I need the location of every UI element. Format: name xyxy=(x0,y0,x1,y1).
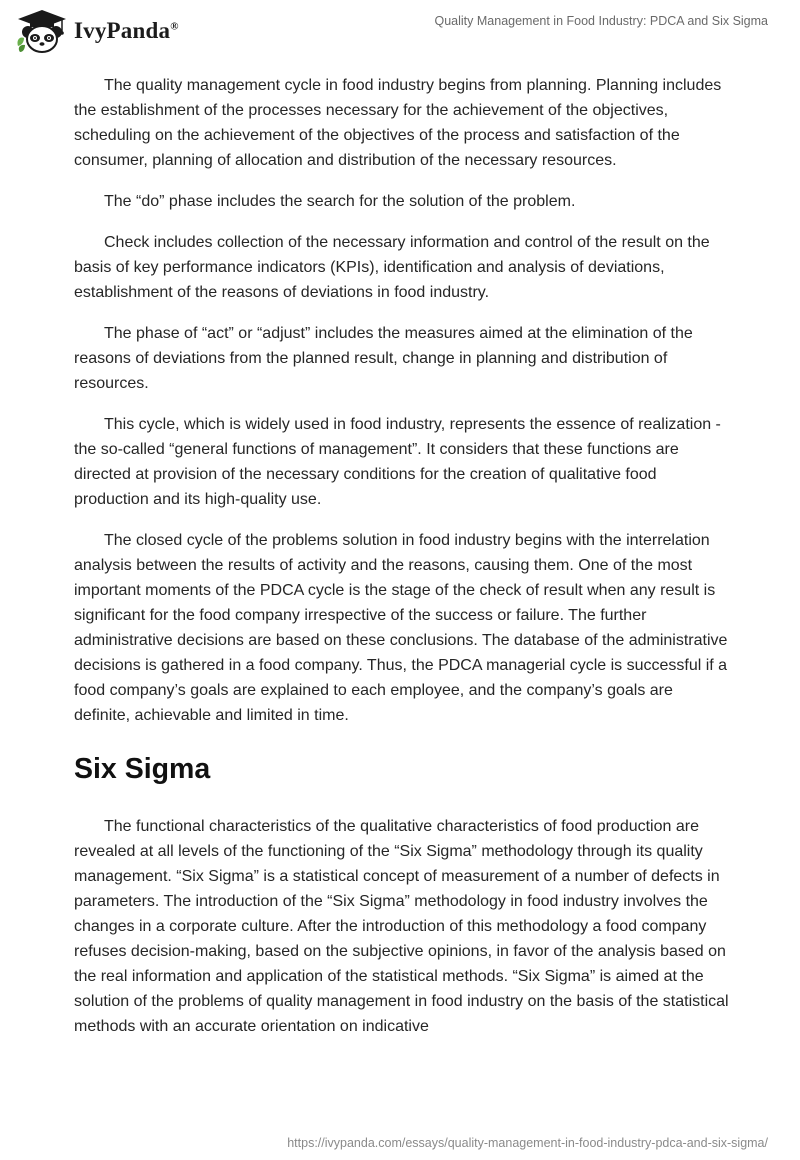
document-title: Quality Management in Food Industry: PDCA and Six Sigma xyxy=(434,14,768,28)
logo-name: IvyPanda xyxy=(74,18,171,43)
paragraph-closed-cycle: The closed cycle of the problems solution in food industry begins with the interrelation analysis between the results of activity and the reasons, causing them. One of the most important moments of the PDCA cycle is the stage of the check of result when any result is significant for the food company irrespective of the success or failure. The further administrative decisions are based on these conclusions. The database of the administrative decisions is gathered in a food company. Thus, the PDCA managerial cycle is successful if a food company’s goals are explained to each employee, and the company’s goals are definite, achievable and limited in time. xyxy=(74,532,728,724)
paragraph-cycle-essence: This cycle, which is widely used in food industry, represents the essence of realization - the so-called “general functions of management”. It considers that these functions are directed at provision of the necessary conditions for the creation of qualitative food production and its high-quality use. xyxy=(74,416,721,508)
essay-content xyxy=(74,73,730,1055)
source-url[interactable]: https://ivypanda.com/essays/quality-management-in-food-industry-pdca-and-six-sigma/ xyxy=(287,1136,768,1150)
paragraph-plan: The quality management cycle in food industry begins from planning. Planning includes the establishment of the processes necessary for the achievement of the objectives, scheduling on the achievement of the objectives of the process and satisfaction of the consumer, planning of allocation and distribution of the necessary resources. xyxy=(74,77,722,169)
section-heading-six-sigma: Six Sigma xyxy=(74,753,211,785)
page-header xyxy=(0,0,800,64)
paragraph-six-sigma: The functional characteristics of the qualitative characteristics of food production are revealed at all levels of the functioning of the “Six Sigma” methodology through its quality management. “Six Sigma” is a statistical concept of measurement of a number of defects in parameters. The introduction of the “Six Sigma” methodology in food industry involves the changes in a corporate culture. After the introduction of this methodology a food company refuses decision-making, based on the subjective opinions, in favor of the analysis based on the real information and application of the statistical methods. “Six Sigma” is aimed at the solution of the problems of quality management in food industry on the basis of the statistical methods with an accurate orientation on indicative xyxy=(74,818,729,1035)
panda-graduate-icon xyxy=(14,8,70,54)
ivypanda-logo[interactable] xyxy=(14,8,179,54)
paragraph-do: The “do” phase includes the search for the solution of the problem. xyxy=(104,193,576,210)
paragraph-check: Check includes collection of the necessary information and control of the result on the basis of key performance indicators (KPIs), identification and analysis of deviations, establishment of the reasons of deviations in food industry. xyxy=(74,234,710,301)
logo-text xyxy=(74,18,179,44)
registered-mark: ® xyxy=(170,20,179,33)
paragraph-act: The phase of “act” or “adjust” includes the measures aimed at the elimination of the reasons of deviations from the planned result, change in planning and distribution of resources. xyxy=(74,325,693,392)
